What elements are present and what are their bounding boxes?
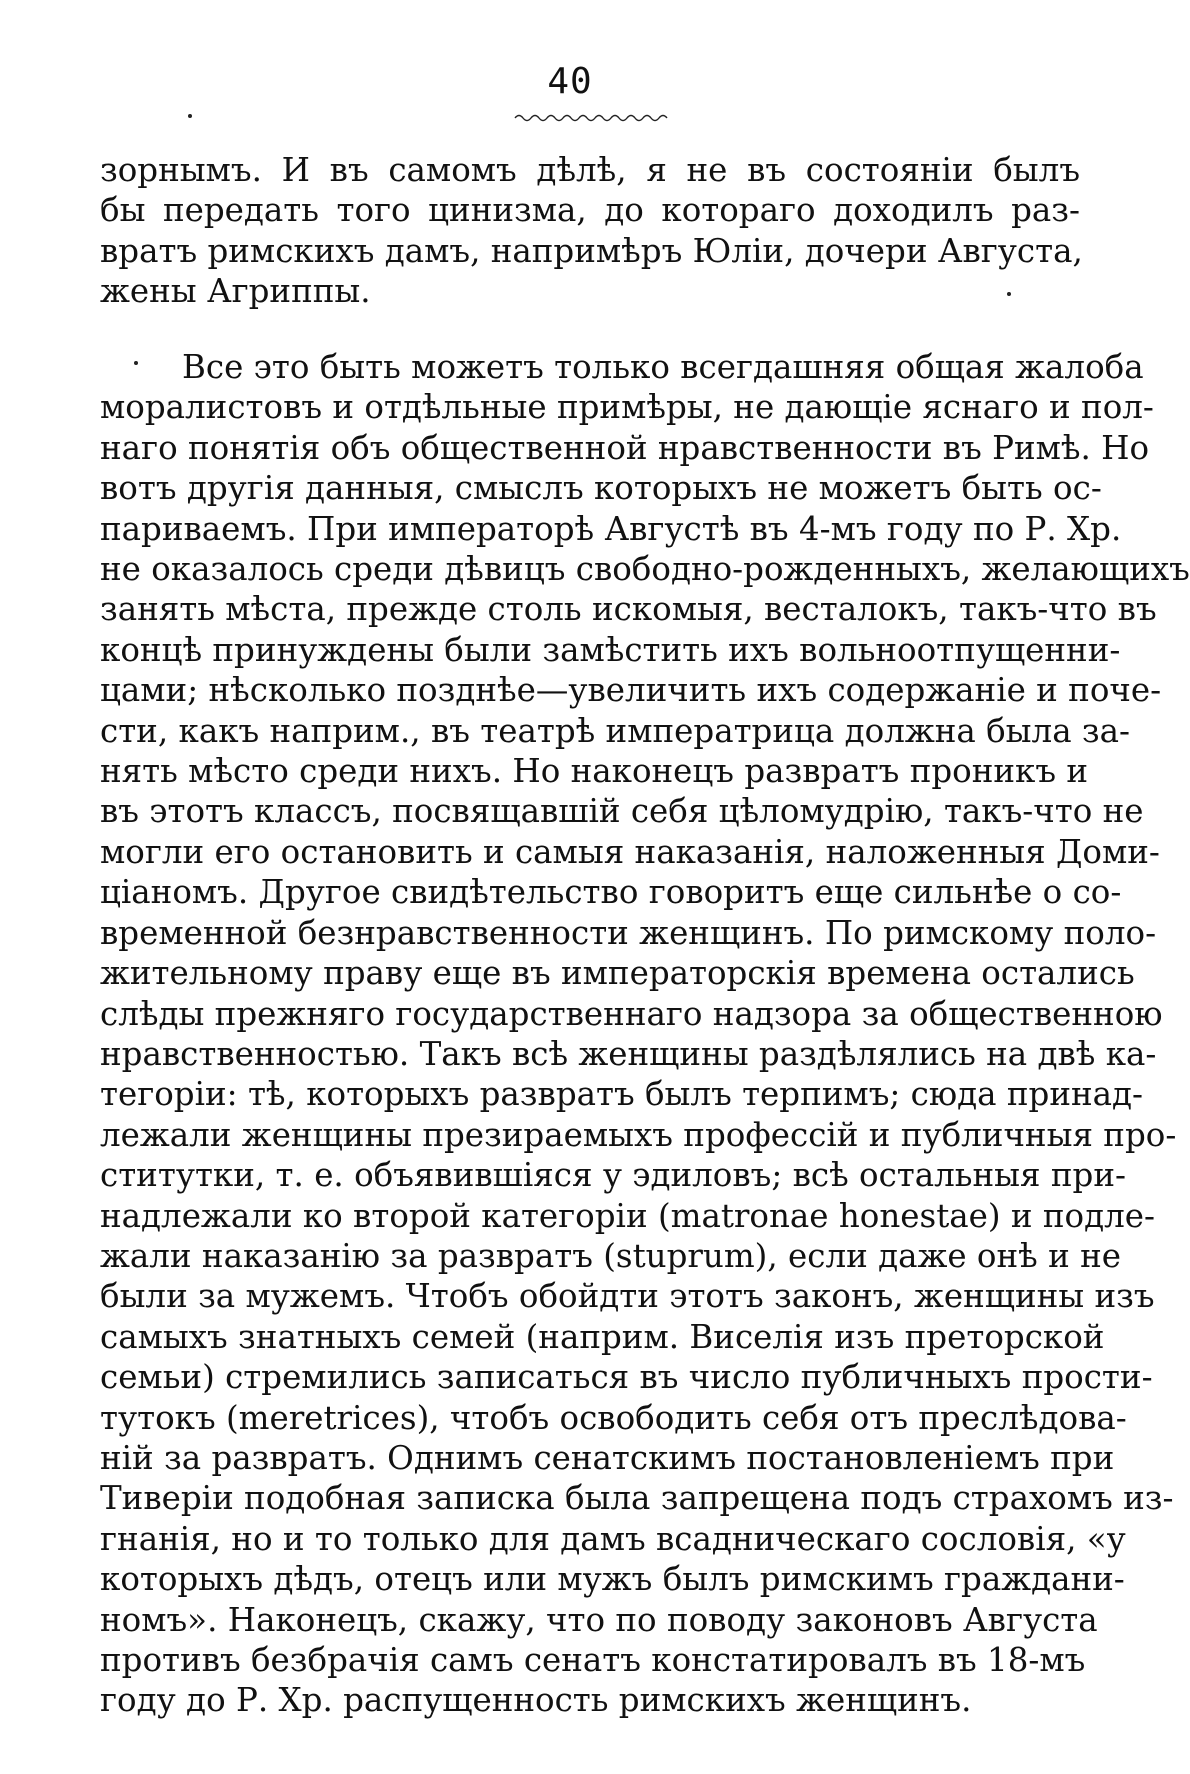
text-line: тегоріи: тѣ, которыхъ развратъ былъ терпимъ; сюда принад- [100, 1075, 1144, 1114]
text-line: ціаномъ. Другое свидѣтельство говоритъ еще сильнѣе о со- [100, 873, 1122, 912]
text-line: нять мѣсто среди нихъ. Но наконецъ развратъ проникъ и [100, 752, 1089, 791]
text-line: самыхъ знатныхъ семей (наприм. Виселія изъ преторской [100, 1317, 1105, 1356]
text-line: Все это быть можетъ только всегдашняя общая жалоба [182, 348, 1144, 386]
wavy-rule-ornament [515, 112, 667, 122]
paragraph-2 [100, 347, 1190, 1721]
page-number: 40 [547, 61, 593, 102]
text-line: номъ». Наконецъ, скажу, что по поводу законовъ Августа [100, 1600, 1098, 1639]
text-line: были за мужемъ. Чтобъ обойдти этотъ законъ, женщины изъ [100, 1277, 1155, 1316]
text-line: сти, какъ наприм., въ театрѣ императрица должна была за- [100, 711, 1130, 750]
text-line: противъ безбрачія самъ сенатъ констатировалъ въ 18-мъ [100, 1641, 1086, 1679]
text-line: ститутки, т. е. объявившіяся у эдиловъ; всѣ остальныя при- [100, 1156, 1126, 1195]
text-line: наго понятія объ общественной нравственности въ Римѣ. Но [100, 428, 1150, 467]
text-line: не оказалось среди дѣвицъ свободно-рожденныхъ, желающихъ [100, 550, 1190, 589]
text-line: тутокъ (meretrices), чтобъ освободить себя отъ преслѣдова- [100, 1398, 1127, 1437]
text-line: году до Р. Хр. распущенность римскихъ женщинъ. [100, 1681, 972, 1720]
text-line: концѣ принуждены были замѣстить ихъ вольноотпущенни- [100, 630, 1121, 669]
text-line: въ этотъ классъ, посвящавшій себя цѣломудрію, такъ-что не [100, 792, 1144, 831]
text-line: надлежали ко второй категоріи (matronae honestae) и подле- [100, 1196, 1155, 1235]
text-line: могли его остановить и самыя наказанія, наложенныя Доми- [100, 832, 1160, 871]
text-line: которыхъ дѣдъ, отецъ или мужъ былъ римскимъ граждани- [100, 1560, 1125, 1599]
text-line: цами; нѣсколько позднѣе—увеличить ихъ содержаніе и поче- [100, 671, 1162, 710]
text-line: лежали женщины презираемыхъ профессій и публичныя про- [100, 1115, 1177, 1154]
text-line: зорнымъ. И въ самомъ дѣлѣ, я не въ состояніи былъ [100, 151, 1080, 189]
text-line: слѣды прежняго государственнаго надзора за общественною [100, 994, 1163, 1033]
text-line: париваемъ. При императорѣ Августѣ въ 4-мъ году по Р. Хр. [100, 509, 1122, 548]
text-line: бы передать того цинизма, до котораго доходилъ раз- [100, 191, 1080, 230]
text-line: жительному праву еще въ императорскія времена остались [100, 954, 1135, 993]
text-line: семьи) стремились записаться въ число публичныхъ прости- [100, 1358, 1153, 1397]
text-line: занять мѣста, прежде столь искомыя, весталокъ, такъ-что въ [100, 590, 1157, 629]
text-line: вотъ другія данныя, смыслъ которыхъ не можетъ быть ос- [100, 469, 1102, 508]
text-line: жали наказанію за развратъ (stuprum), если даже онѣ и не [100, 1236, 1121, 1275]
text-line: моралистовъ и отдѣльные примѣры, не дающіе яснаго и пол- [100, 388, 1154, 427]
text-line: нравственностью. Такъ всѣ женщины раздѣлялись на двѣ ка- [100, 1034, 1157, 1073]
text-line: Тиверіи подобная записка была запрещена подъ страхомъ из- [100, 1479, 1174, 1518]
text-line: временной безнравственности женщинъ. По римскому поло- [100, 913, 1157, 952]
text-line: жены Агриппы. [100, 272, 371, 311]
text-line: ній за развратъ. Однимъ сенатскимъ постановленіемъ при [100, 1438, 1115, 1477]
speck-mark [188, 114, 192, 118]
paragraph-1 [100, 150, 1083, 312]
text-line: вратъ римскихъ дамъ, напримѣръ Юліи, дочери Августа, [100, 231, 1083, 270]
text-line: гнанія, но и то только для дамъ всадническаго сословія, «у [100, 1519, 1126, 1558]
